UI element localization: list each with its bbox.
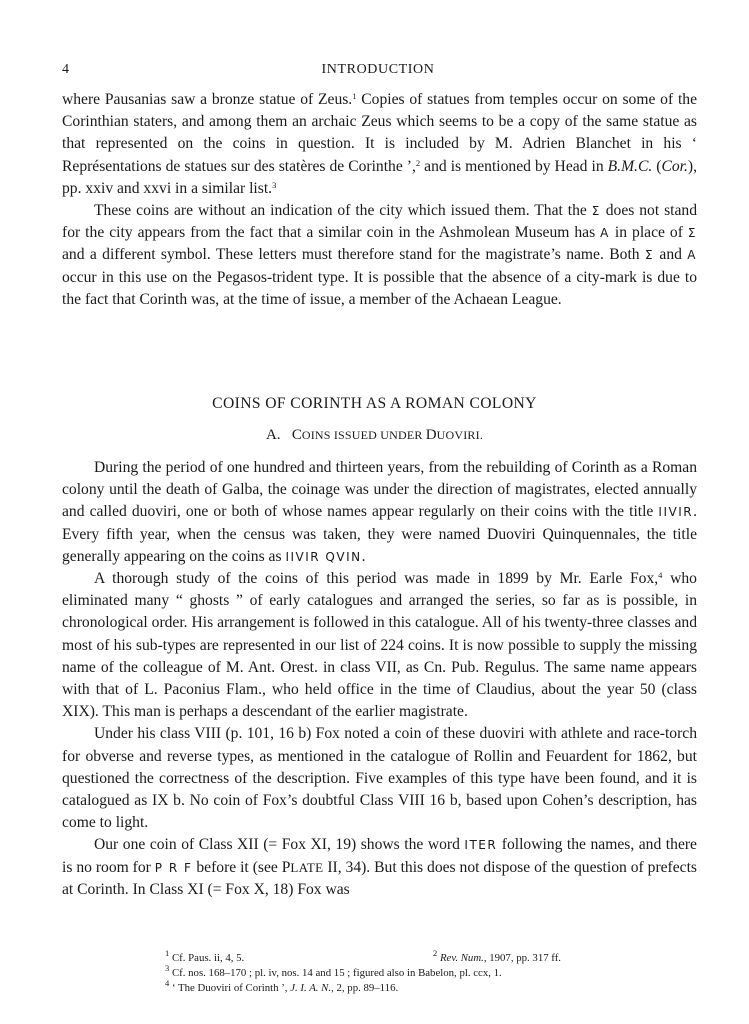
intro-text: [62, 89, 697, 311]
body-paragraph-4: Our one coin of Class XII (= Fox XI, 19) shows the word ITER following the names, and there is no room for P R F before it (see PLATE II, 34). But this does not dispose of the question of prefects at Corinth. In Class XI (= Fox X, 18) Fox was: [62, 836, 697, 898]
footnote-ref-3[interactable]: 3: [272, 179, 277, 190]
footnote-1: $^1$ Cf. Paus. ii, 4, 5.: [165, 948, 245, 964]
running-header: [62, 62, 694, 80]
footnote-ref-2[interactable]: 2: [415, 157, 421, 168]
running-title: INTRODUCTION: [321, 62, 435, 77]
footnote-ref-1[interactable]: 1: [352, 91, 357, 101]
body-paragraph-1: During the period of one hundred and thirteen years, from the rebuilding of Corinth as a Roman colony until the death of Galba, the coinage was under the direction of magistrates, elected annually and called duoviri, one or both of whose names appear regularly on their coins with the title IIVIR. Every fifth year, when the census was taken, they were named Duoviri Quinquennales, the title generally appearing on the coins as IIVIR QVIN.: [62, 459, 697, 565]
footnote-2: $^2$ Rev. Num., 1907, pp. 317 ff.: [433, 948, 562, 964]
section-subheading: A. COINS ISSUED UNDER DUOVIRI.: [265, 427, 484, 443]
intro-paragraph-1: where Pausanias saw a bronze statue of Zeus.$^1$ Copies of statues from temples occur on some of the Corinthian staters, and among them an archaic Zeus which seems to be a copy of the same statue as that represented on the coins in question. It is included by M. Adrien Blanchet in his ‘ Représentations de statues sur des statères de Corinthe ’,$^2$ and is mentioned by Head in B.M.C. (Cor.), pp. xxiv and xxvi in a similar list.$^3$: [62, 91, 698, 197]
footnote-4: $^4$ ‘ The Duoviri of Corinth ’, J. I. A. N., 2, pp. 89–116.: [165, 978, 399, 994]
intro-paragraph-2: These coins are without an indication of the city which issued them. That the Σ does not stand for the city appears from the fact that a similar coin in the Ashmolean Museum has A in place of Σ and a different symbol. These letters must therefore stand for the magistrate’s name. Both Σ and A occur in this use on the Pegasos-trident type. It is possible that the absence of a city-mark is due to the fact that Corinth was, at the time of issue, a member of the Achaean League.: [62, 202, 698, 308]
page-number: 4: [62, 62, 69, 77]
footnote-ref-4[interactable]: 4: [658, 570, 663, 581]
body-text: [62, 457, 697, 901]
footnote-3: $^3$ Cf. nos. 168–170 ; pl. iv, nos. 14 and 15 ; figured also in Babelon, pl. ccx, 1.: [165, 963, 502, 979]
body-paragraph-2: A thorough study of the coins of this period was made in 1899 by Mr. Earle Fox,$^4$ who eliminated many “ ghosts ” of early catalogues and arranged the series, so far as is possible, in chronological order. His arrangement is followed in this catalogue. All of his twenty-three classes and most of his sub-types are represented in our list of 224 coins. It is now possible to supply the missing name of the colleague of M. Ant. Orest. in class VII, as Cn. Pub. Regulus. The same name appears with that of L. Paconius Flam., who held office in the time of Claudius, about the year 50 (class XIX). This man is perhaps a descendant of the earlier magistrate.: [62, 570, 697, 721]
section-heading: COINS OF CORINTH AS A ROMAN COLONY: [212, 395, 537, 412]
body-paragraph-3: Under his class VIII (p. 101, 16 b) Fox noted a coin of these duoviri with athlete and race-torch for obverse and reverse types, as mentioned in the catalogue of Rollin and Feuardent for 1862, but questioned the correctness of the description. Five examples of this type have been found, and it is catalogued as IX b. No coin of Fox’s doubtful Class VIII 16 b, based upon Cohen’s description, has come to light.: [62, 725, 697, 832]
